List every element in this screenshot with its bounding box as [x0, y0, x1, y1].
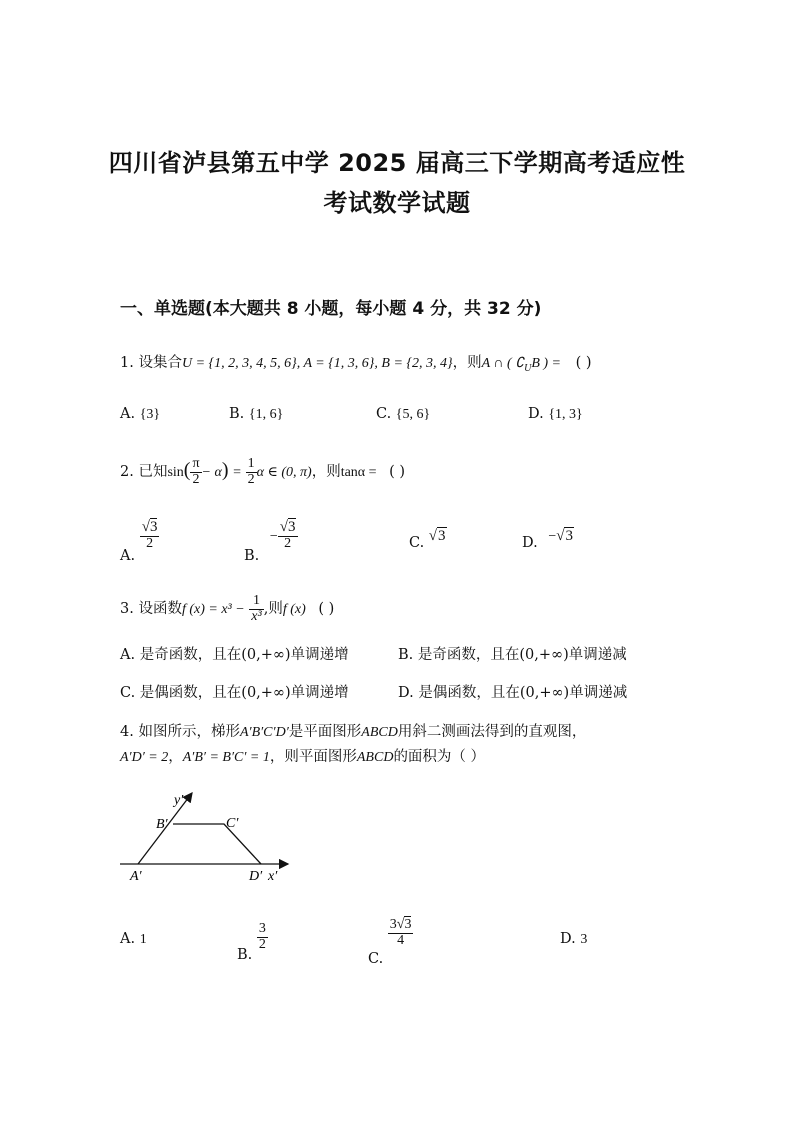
- option-value: {1, 6}: [248, 407, 284, 422]
- option-value: 3: [580, 932, 588, 947]
- question-connector: ，则: [452, 355, 482, 371]
- q4-text: 用斜二测画法得到的直观图，: [397, 724, 587, 740]
- option-text: 是偶函数，且在(0,+∞)单调递减: [418, 685, 628, 701]
- q3-option-a[interactable]: [120, 643, 349, 664]
- option-value: 1: [139, 932, 147, 947]
- option-label: C.: [409, 535, 425, 551]
- question-4: [120, 720, 586, 741]
- label-c-prime: C′: [226, 816, 239, 831]
- q4-text: ，则平面图形: [269, 749, 357, 765]
- three-halves: $\frac{3}{2}$: [258, 921, 266, 952]
- answer-parentheses: ( ): [575, 355, 592, 371]
- label-a-prime: A′: [130, 869, 142, 884]
- equals: =: [233, 465, 242, 481]
- q2-option-b[interactable]: [244, 516, 298, 564]
- q1-option-d[interactable]: [528, 406, 583, 423]
- option-label: A.: [120, 931, 136, 947]
- separator: ，: [168, 749, 183, 765]
- trapezoid-name: A′B′C′D′: [239, 725, 289, 740]
- question-2: 2. 已知sin( $\frac{\pi}{2}$ − α) = $\frac{1}{2}$ α ∈ (0, π)，则tanα = ( ): [120, 456, 406, 487]
- sqrt3-over-2: $\frac{√3}{2}$: [141, 519, 158, 551]
- answer-parentheses: ( ): [389, 464, 406, 481]
- oblique-projection-diagram: [116, 788, 296, 888]
- question-1: [120, 351, 592, 374]
- q3-option-c[interactable]: [120, 681, 349, 702]
- option-label: A.: [120, 406, 136, 422]
- universe-subscript: U: [524, 362, 532, 374]
- sqrt3-over-2: $\frac{√3}{2}$: [279, 519, 296, 551]
- q1-option-c[interactable]: [376, 406, 430, 423]
- paper-title-line1: 四川省泸县第五中学 2025 届高三下学期高考适应性: [108, 149, 686, 177]
- option-text: 是奇函数，且在(0,+∞)单调递增: [139, 647, 349, 663]
- section-heading: 一、单选题(本大题共 8 小题，每小题 4 分，共 32 分): [120, 299, 542, 319]
- condition-ad: A′D′ = 2: [120, 750, 169, 765]
- pi-over-2: $\frac{\pi}{2}$: [192, 456, 200, 487]
- q2-option-c[interactable]: [409, 528, 447, 551]
- label-b-prime: B′: [156, 817, 168, 832]
- tan-expr: tanα =: [340, 465, 377, 481]
- complement-expr-end: B ) =: [531, 356, 561, 371]
- q4-text: 是平面图形: [288, 724, 362, 740]
- option-label: B.: [398, 647, 414, 663]
- question-lead: 设函数: [138, 601, 182, 618]
- option-value: {3}: [139, 407, 161, 422]
- question-4-line2: [120, 745, 485, 766]
- sin-fn: sin: [167, 465, 184, 481]
- question-number: 1.: [120, 355, 134, 371]
- label-y-prime: y′: [174, 793, 184, 808]
- question-number: 2.: [120, 464, 134, 481]
- option-label: C.: [376, 406, 392, 422]
- function-def: f (x) = x³ −: [181, 602, 245, 618]
- option-label: D.: [560, 931, 576, 947]
- complement-expr: A ∩ ( ∁: [481, 356, 525, 371]
- option-label: D.: [528, 406, 544, 422]
- question-lead: 已知: [138, 464, 168, 481]
- option-label: C.: [120, 685, 136, 701]
- q4-option-b[interactable]: [237, 921, 268, 964]
- question-3: [120, 594, 334, 624]
- paper-title-line2: 考试数学试题: [323, 189, 471, 217]
- q4-text: 如图所示，梯形: [138, 724, 240, 740]
- label-d-prime: D′: [249, 869, 263, 884]
- minus-alpha: − α: [201, 465, 222, 481]
- q3-option-d[interactable]: [398, 681, 627, 702]
- option-label: B.: [237, 947, 253, 964]
- q2-option-d[interactable]: [522, 528, 574, 551]
- alpha-condition: α ∈ (0, π): [256, 465, 312, 481]
- q2-option-a[interactable]: [120, 516, 159, 564]
- answer-parentheses: ( ): [318, 601, 335, 618]
- option-label: D.: [398, 685, 414, 701]
- option-label: C.: [368, 951, 384, 968]
- q3-option-b[interactable]: [398, 643, 627, 664]
- one-over-x-cubed: $\frac{1}{\text{x³}}$: [251, 593, 262, 624]
- minus-sign: −: [269, 528, 278, 544]
- sqrt3: √3: [556, 528, 573, 544]
- one-half: $\frac{1}{2}$: [247, 456, 255, 487]
- option-label: A.: [120, 547, 136, 564]
- option-value: {5, 6}: [395, 407, 431, 422]
- option-text: 是偶函数，且在(0,+∞)单调递增: [139, 685, 349, 701]
- option-text: 是奇函数，且在(0,+∞)单调递减: [417, 647, 627, 663]
- minus-sign: −: [548, 529, 557, 544]
- label-x-prime: x′: [268, 869, 278, 884]
- question-connector: ，则: [311, 464, 341, 481]
- option-label: A.: [120, 647, 136, 663]
- option-label: D.: [522, 535, 538, 551]
- option-value: {1, 3}: [548, 407, 583, 422]
- set-definitions: U = {1, 2, 3, 4, 5, 6}, A = {1, 3, 6}, B = {2, 3, 4}: [181, 356, 453, 371]
- question-number: 4.: [120, 724, 134, 740]
- q4-text: 的面积为（ ）: [393, 749, 486, 765]
- q4-option-c[interactable]: [368, 917, 413, 968]
- trapezoid-edges: [173, 824, 261, 864]
- q1-option-a[interactable]: [120, 406, 160, 423]
- question-lead: 设集合: [138, 355, 182, 371]
- option-label: B.: [229, 406, 245, 422]
- three-sqrt3-over-4: $\frac{3√3}{4}$: [389, 917, 412, 948]
- q4-option-d[interactable]: [560, 931, 587, 948]
- question-number: 3.: [120, 601, 134, 618]
- function-ref: f (x): [282, 602, 306, 618]
- figure-name: ABCD: [356, 750, 394, 765]
- figure-name: ABCD: [361, 725, 398, 740]
- condition-ab-bc: A′B′ = B′C′ = 1: [182, 750, 270, 765]
- sqrt3: √3: [428, 528, 446, 544]
- q1-option-b[interactable]: [229, 406, 283, 423]
- question-connector: ,则: [263, 601, 283, 618]
- option-label: B.: [244, 547, 260, 564]
- q4-option-a[interactable]: [120, 931, 147, 948]
